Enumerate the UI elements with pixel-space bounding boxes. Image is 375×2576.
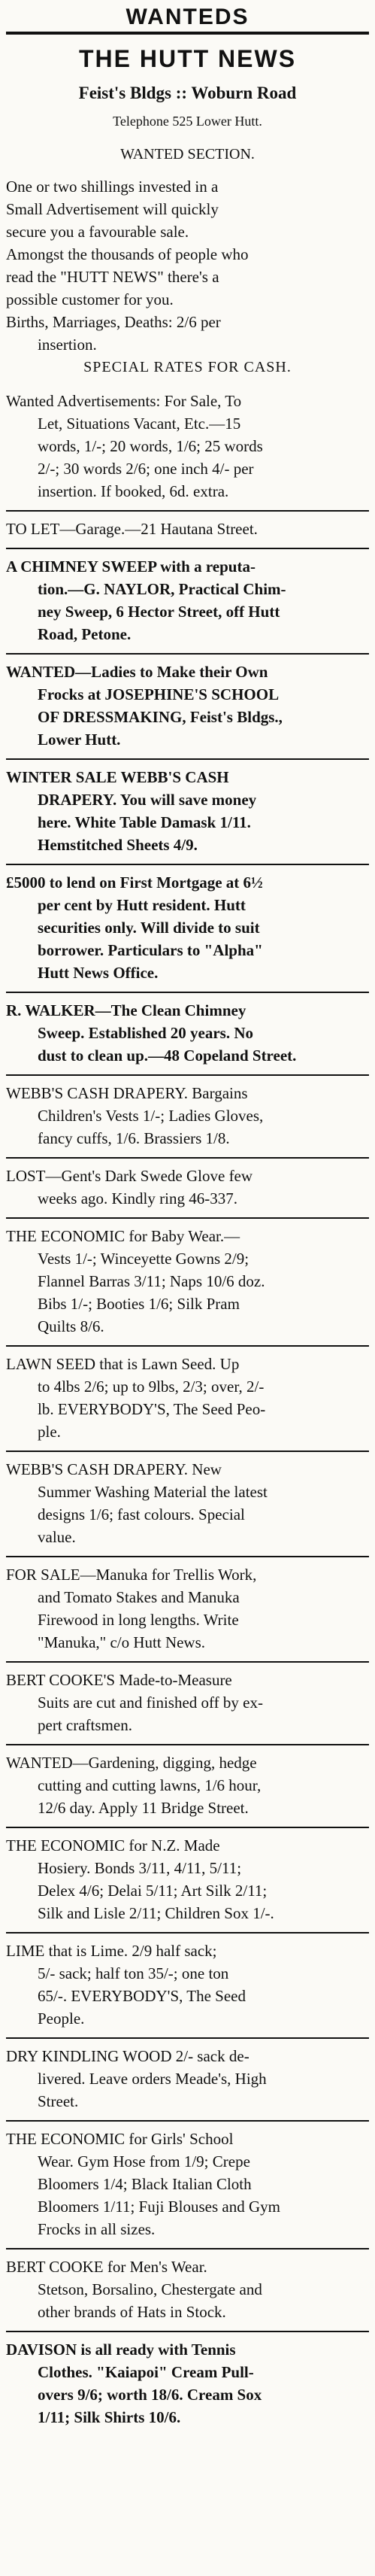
rates-line: Wanted Advertisements: For Sale, To bbox=[6, 392, 242, 410]
ad-line: WANTED—Gardening, digging, hedge bbox=[6, 1754, 257, 1772]
ad-line: livered. Leave orders Meade's, High bbox=[38, 2070, 267, 2088]
ad-line: 65/-. EVERYBODY'S, The Seed bbox=[38, 1987, 246, 2005]
classified-ad bbox=[6, 2256, 369, 2323]
rates-line: Let, Situations Vacant, Etc.—15 bbox=[38, 415, 241, 433]
ad-divider bbox=[6, 2248, 369, 2249]
ad-line: lb. EVERYBODY'S, The Seed Peo- bbox=[38, 1400, 266, 1418]
classified-ad bbox=[6, 661, 369, 751]
ad-line: WINTER SALE WEBB'S CASH bbox=[6, 768, 229, 786]
ad-line: BERT COOKE'S Made-to-Measure bbox=[6, 1671, 232, 1689]
ad-line: ple. bbox=[38, 1423, 61, 1441]
intro-block bbox=[6, 175, 369, 356]
classified-ad bbox=[6, 1669, 369, 1736]
ad-line: FOR SALE—Manuka for Trellis Work, bbox=[6, 1566, 257, 1584]
ad-line: Flannel Barras 3/11; Naps 10/6 doz. bbox=[38, 1272, 265, 1290]
title-rule bbox=[6, 32, 369, 35]
paper-title: THE HUTT NEWS bbox=[78, 45, 297, 72]
ad-divider bbox=[6, 510, 369, 512]
rates-block bbox=[6, 390, 369, 503]
intro-line: possible customer for you. bbox=[6, 290, 174, 308]
ad-divider bbox=[6, 1744, 369, 1745]
ad-line: Bloomers 1/11; Fuji Blouses and Gym bbox=[38, 2198, 280, 2216]
classified-ad bbox=[6, 1563, 369, 1654]
classified-ad bbox=[6, 999, 369, 1067]
telephone: Telephone 525 Lower Hutt. bbox=[113, 114, 262, 129]
ad-line: other brands of Hats in Stock. bbox=[38, 2303, 226, 2321]
ad-line: THE ECONOMIC for Baby Wear.— bbox=[6, 1227, 240, 1245]
ad-divider bbox=[6, 1932, 369, 1934]
ad-line: Children's Vests 1/-; Ladies Gloves, bbox=[38, 1107, 264, 1125]
ad-line: WANTED—Ladies to Make their Own bbox=[6, 663, 268, 681]
classified-ad bbox=[6, 1165, 369, 1210]
intro-line: Small Advertisement will quickly bbox=[6, 200, 219, 218]
ad-line: OF DRESSMAKING, Feist's Bldgs., bbox=[38, 708, 283, 726]
ad-line: to 4lbs 2/6; up to 9lbs, 2/3; over, 2/- bbox=[38, 1378, 265, 1396]
classified-ad bbox=[6, 766, 369, 856]
column-title: WANTEDS bbox=[126, 5, 249, 29]
ad-line: designs 1/6; fast colours. Special bbox=[38, 1505, 245, 1523]
ad-line: Hemstitched Sheets 4/9. bbox=[38, 836, 198, 854]
ad-line: 12/6 day. Apply 11 Bridge Street. bbox=[38, 1799, 249, 1817]
ad-line: Street. bbox=[38, 2092, 79, 2110]
ad-line: Firewood in long lengths. Write bbox=[38, 1611, 239, 1629]
ad-line: securities only. Will divide to suit bbox=[38, 919, 260, 937]
ad-line: WEBB'S CASH DRAPERY. New bbox=[6, 1460, 222, 1478]
intro-line: Births, Marriages, Deaths: 2/6 per bbox=[6, 313, 221, 331]
ad-line: LOST—Gent's Dark Swede Glove few bbox=[6, 1167, 253, 1185]
ad-divider bbox=[6, 1074, 369, 1076]
ad-line: dust to clean up.—48 Copeland Street. bbox=[38, 1046, 297, 1065]
ad-line: Lower Hutt. bbox=[38, 731, 121, 749]
rates-line: words, 1/-; 20 words, 1/6; 25 words bbox=[38, 437, 263, 455]
ad-divider bbox=[6, 1217, 369, 1219]
ad-line: Stetson, Borsalino, Chestergate and bbox=[38, 2280, 262, 2298]
ad-line: LAWN SEED that is Lawn Seed. Up bbox=[6, 1355, 240, 1373]
ad-line: borrower. Particulars to "Alpha" bbox=[38, 941, 263, 959]
rates-line: 2/-; 30 words 2/6; one inch 4/- per bbox=[38, 460, 254, 478]
ad-line: People. bbox=[38, 2009, 85, 2028]
ad-line: pert craftsmen. bbox=[38, 1716, 132, 1734]
ad-line: DRY KINDLING WOOD 2/- sack de- bbox=[6, 2047, 249, 2065]
ad-line: Summer Washing Material the latest bbox=[38, 1483, 268, 1501]
ad-line: Sweep. Established 20 years. No bbox=[38, 1024, 254, 1042]
newspaper-column bbox=[6, 5, 369, 2429]
ad-line: Wear. Gym Hose from 1/9; Crepe bbox=[38, 2152, 250, 2170]
special-rates: SPECIAL RATES FOR CASH. bbox=[83, 359, 292, 375]
classified-ad bbox=[6, 1458, 369, 1548]
ad-line: per cent by Hutt resident. Hutt bbox=[38, 896, 246, 914]
ad-line: TO LET—Garage.—21 Hautana Street. bbox=[6, 520, 258, 538]
ad-line: DRAPERY. You will save money bbox=[38, 791, 257, 809]
ad-line: Bibs 1/-; Booties 1/6; Silk Pram bbox=[38, 1295, 240, 1313]
ad-line: Bloomers 1/4; Black Italian Cloth bbox=[38, 2175, 252, 2193]
ad-line: BERT COOKE for Men's Wear. bbox=[6, 2258, 207, 2276]
classified-ad bbox=[6, 2045, 369, 2113]
ad-line: WEBB'S CASH DRAPERY. Bargains bbox=[6, 1084, 248, 1102]
ad-divider bbox=[6, 1827, 369, 1828]
ad-line: THE ECONOMIC for Girls' School bbox=[6, 2130, 234, 2148]
ad-line: Quilts 8/6. bbox=[38, 1317, 104, 1335]
ad-line: ney Sweep, 6 Hector Street, off Hutt bbox=[38, 603, 280, 621]
classified-ad bbox=[6, 2128, 369, 2240]
ad-line: DAVISON is all ready with Tennis bbox=[6, 2341, 236, 2359]
intro-line: secure you a favourable sale. bbox=[6, 223, 189, 241]
ad-divider bbox=[6, 2120, 369, 2122]
ad-line: Suits are cut and finished off by ex- bbox=[38, 1694, 263, 1712]
ad-line: weeks ago. Kindly ring 46-337. bbox=[38, 1189, 237, 1208]
intro-line: Amongst the thousands of people who bbox=[6, 245, 249, 263]
ad-divider bbox=[6, 1345, 369, 1347]
ad-line: 5/- sack; half ton 35/-; one ton bbox=[38, 1964, 229, 1982]
ad-line: here. White Table Damask 1/11. bbox=[38, 813, 251, 831]
ad-line: Silk and Lisle 2/11; Children Sox 1/-. bbox=[38, 1904, 274, 1922]
classified-ad bbox=[6, 2338, 369, 2429]
classified-ad bbox=[6, 1751, 369, 1819]
ad-line: cutting and cutting lawns, 1/6 hour, bbox=[38, 1776, 262, 1794]
ad-divider bbox=[6, 1661, 369, 1663]
ad-divider bbox=[6, 2331, 369, 2332]
address: Feist's Bldgs :: Woburn Road bbox=[78, 84, 297, 102]
classified-ad bbox=[6, 518, 369, 540]
classified-ads bbox=[6, 510, 369, 2429]
ad-line: 1/11; Silk Shirts 10/6. bbox=[38, 2408, 181, 2426]
classified-ad bbox=[6, 871, 369, 984]
ad-divider bbox=[6, 992, 369, 993]
rates-line: insertion. If booked, 6d. extra. bbox=[38, 482, 229, 500]
intro-line: read the "HUTT NEWS" there's a bbox=[6, 268, 219, 286]
ad-line: Frocks in all sizes. bbox=[38, 2220, 156, 2238]
classified-ad bbox=[6, 1225, 369, 1338]
section-title: WANTED SECTION. bbox=[120, 146, 255, 163]
ad-line: Frocks at JOSEPHINE'S SCHOOL bbox=[38, 685, 280, 703]
ad-divider bbox=[6, 1157, 369, 1159]
ad-line: Hutt News Office. bbox=[38, 964, 159, 982]
intro-line: insertion. bbox=[38, 336, 97, 354]
classified-ad bbox=[6, 1082, 369, 1150]
ad-divider bbox=[6, 864, 369, 865]
ad-line: LIME that is Lime. 2/9 half sack; bbox=[6, 1942, 217, 1960]
ad-line: overs 9/6; worth 18/6. Cream Sox bbox=[38, 2386, 262, 2404]
ad-divider bbox=[6, 1451, 369, 1452]
ad-line: and Tomato Stakes and Manuka bbox=[38, 1588, 240, 1606]
ad-line: A CHIMNEY SWEEP with a reputa- bbox=[6, 557, 256, 576]
ad-line: £5000 to lend on First Mortgage at 6½ bbox=[6, 873, 263, 892]
classified-ad bbox=[6, 1353, 369, 1443]
ad-divider bbox=[6, 758, 369, 760]
ad-line: R. WALKER—The Clean Chimney bbox=[6, 1001, 246, 1019]
classified-ad bbox=[6, 1940, 369, 2030]
ad-line: Vests 1/-; Winceyette Gowns 2/9; bbox=[38, 1250, 249, 1268]
classified-ad bbox=[6, 1834, 369, 1924]
intro-line: One or two shillings invested in a bbox=[6, 178, 219, 196]
ad-line: value. bbox=[38, 1528, 76, 1546]
ad-line: Delex 4/6; Delai 5/11; Art Silk 2/11; bbox=[38, 1882, 268, 1900]
ad-line: tion.—G. NAYLOR, Practical Chim- bbox=[38, 580, 286, 598]
ad-divider bbox=[6, 2037, 369, 2039]
ad-line: "Manuka," c/o Hutt News. bbox=[38, 1633, 206, 1651]
ad-line: Hosiery. Bonds 3/11, 4/11, 5/11; bbox=[38, 1859, 242, 1877]
ad-divider bbox=[6, 653, 369, 655]
classified-ad bbox=[6, 555, 369, 646]
ad-line: Clothes. "Kaiapoi" Cream Pull- bbox=[38, 2363, 254, 2381]
ad-divider bbox=[6, 1556, 369, 1557]
ad-line: THE ECONOMIC for N.Z. Made bbox=[6, 1836, 220, 1855]
ad-line: Road, Petone. bbox=[38, 625, 132, 643]
ad-divider bbox=[6, 548, 369, 549]
ad-line: fancy cuffs, 1/6. Brassiers 1/8. bbox=[38, 1129, 230, 1147]
